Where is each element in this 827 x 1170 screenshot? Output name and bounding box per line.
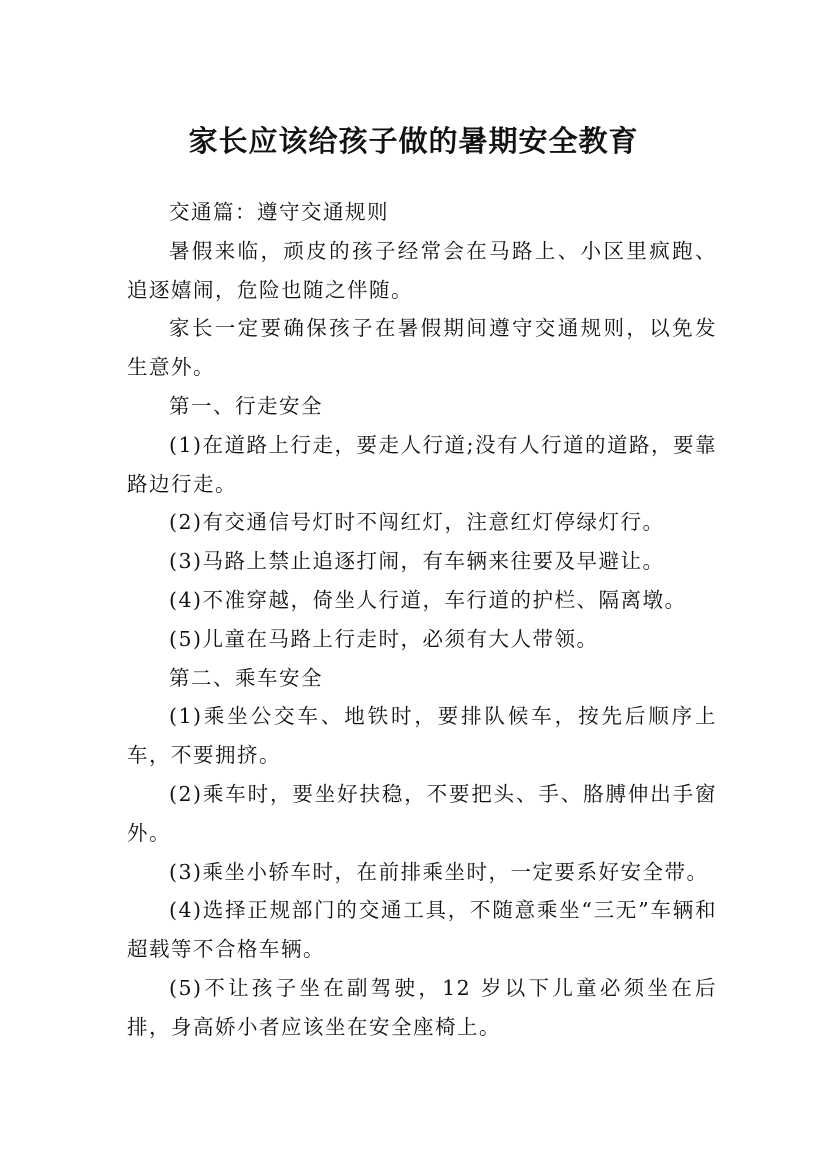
- list-item-walking-1: (1)在道路上行走，要走人行道;没有人行道的道路，要靠路边行走。: [127, 432, 717, 496]
- list-item-walking-5: (5)儿童在马路上行走时，必须有大人带领。: [169, 626, 599, 651]
- paragraph-intro: 暑假来临，顽皮的孩子经常会在马路上、小区里疯跑、追逐嬉闹，危险也随之伴随。: [127, 238, 717, 302]
- list-item-walking-2: (2)有交通信号灯时不闯红灯，注意红灯停绿灯行。: [169, 510, 665, 535]
- subheading-riding-safety: 第二、乘车安全: [169, 665, 323, 690]
- list-item-riding-2: (2)乘车时，要坐好扶稳，不要把头、手、胳膊伸出手窗外。: [127, 781, 717, 845]
- list-item-walking-4: (4)不准穿越，倚坐人行道，车行道的护栏、隔离墩。: [169, 587, 687, 612]
- document-title: 家长应该给孩子做的暑期安全教育: [188, 124, 639, 159]
- document-body: [127, 193, 717, 1047]
- list-item-riding-4: (4)选择正规部门的交通工具，不随意乘坐“三无”车辆和超载等不合格车辆。: [127, 898, 717, 962]
- subheading-walking-safety: 第一、行走安全: [169, 393, 323, 418]
- list-item-riding-1: (1)乘坐公交车、地铁时，要排队候车，按先后顺序上车，不要拥挤。: [127, 704, 717, 768]
- list-item-riding-3: (3)乘坐小轿车时，在前排乘坐时，一定要系好安全带。: [169, 859, 709, 884]
- section-heading-traffic: 交通篇：遵守交通规则: [169, 200, 389, 224]
- list-item-riding-5: (5)不让孩子坐在副驾驶，12 岁以下儿童必须坐在后排，身高娇小者应该坐在安全座椅上。: [127, 975, 717, 1039]
- list-item-walking-3: (3)马路上禁止追逐打闹，有车辆来往要及早避让。: [169, 549, 665, 574]
- paragraph-reminder: 家长一定要确保孩子在暑假期间遵守交通规则，以免发生意外。: [127, 316, 717, 380]
